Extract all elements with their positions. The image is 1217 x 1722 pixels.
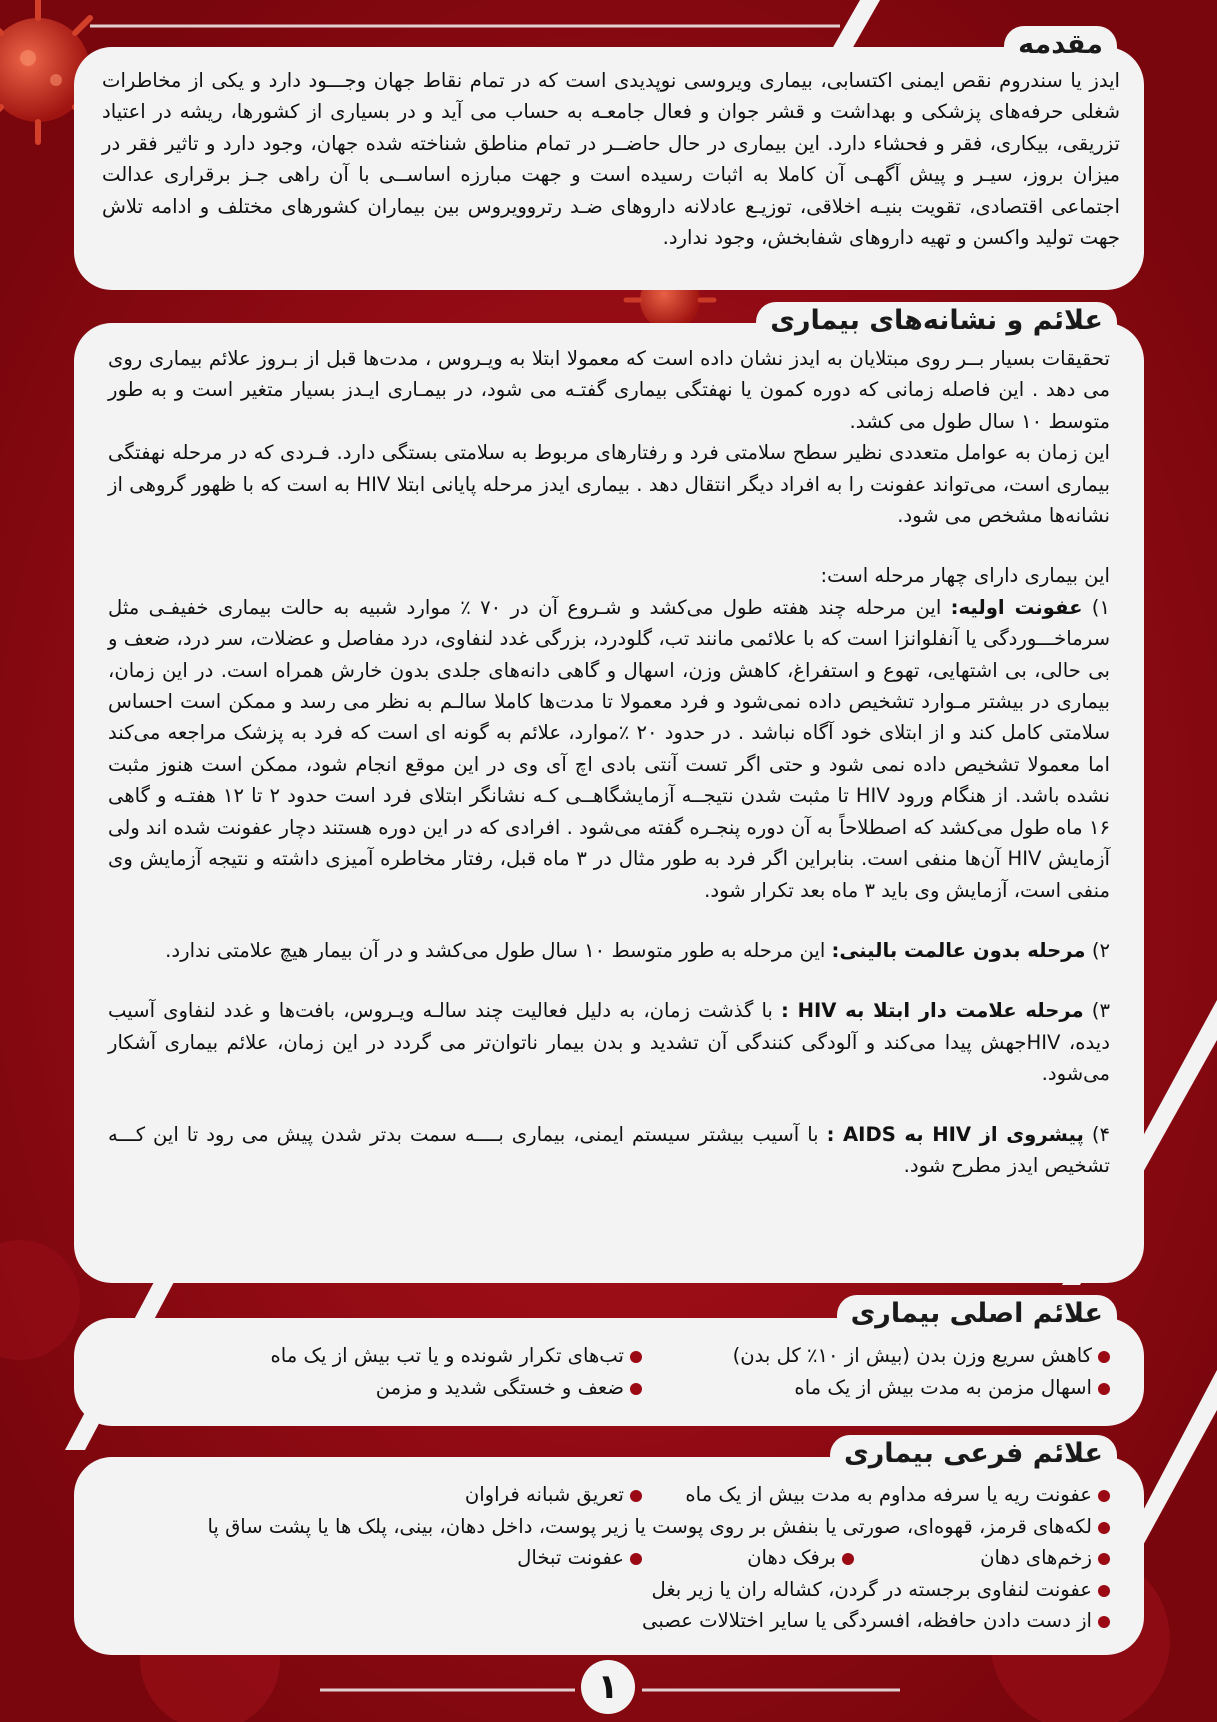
bullet-icon (1098, 1553, 1110, 1565)
bullet-icon (842, 1553, 854, 1565)
stage-3-text: با گذشت زمان، به دلیل فعالیت چند سالـه ویـروس، بافت‌ها و غدد لنفاوی آسیب دیده، HIVجهش پیدا می‌کند و آلودگی کنندگی آن تشدید و بدن بیمار ناتوان‌تر می گردد در این زمان، علائم بیماری آشکار می‌شود. (108, 999, 1110, 1086)
minor-symptoms-list (104, 1479, 1110, 1637)
intro-card (74, 47, 1144, 290)
page-number: ۱ (581, 1660, 635, 1714)
bullet-icon (1098, 1383, 1110, 1395)
stage-4 (108, 1119, 1110, 1182)
list-item: عفونت لنفاوی برجسته در گردن، کشاله ران یا زیر بغل (104, 1574, 1110, 1606)
main-symptoms-list (104, 1340, 1110, 1403)
bullet-icon (1098, 1490, 1110, 1502)
bullet-icon (630, 1351, 642, 1363)
list-item: عفونت ریه یا سرفه مداوم به مدت بیش از یک ماه (642, 1479, 1110, 1511)
main-symptoms-card (74, 1318, 1144, 1426)
stage-4-text: با آسیب بیشتر سیستم ایمنی، بیماری بــــه سمت بدتر شدن پیش می رود تا این کـــه تشخیص ایدز مطرح شود. (108, 1122, 1110, 1177)
stage-2-number: ۲) (1091, 938, 1110, 962)
minor-symptoms-heading: علائم فرعی بیماری (830, 1435, 1117, 1473)
list-item: از دست دادن حافظه، افسردگی یا سایر اختلالات عصبی (104, 1605, 1110, 1637)
list-item: لکه‌های قرمز، قهوه‌ای، صورتی یا بنفش بر روی پوست یا زیر پوست، داخل دهان، بینی، پلک ها یا پشت ساق پا (104, 1511, 1110, 1543)
minor-symptoms-card (74, 1457, 1144, 1655)
intro-heading: مقدمه (1004, 26, 1117, 64)
stage-1 (108, 592, 1110, 906)
main-symptoms-heading: علائم اصلی بیماری (837, 1295, 1117, 1333)
signs-paragraph-1: تحقیقات بسیار بــر روی مبتلایان به ایدز نشان داده است که معمولا ابتلا به ویـروس ، مدت‌ها قبل از بـروز علائم بیماری روی می دهد . این فاصله زمانی که دوره کمون یا نهفتگی بیماری گفتـه می شود، در بیمـاری ایـدز بسیار متغیر است و به طور متوسط ۱۰ سال طول می کشد. (108, 347, 1110, 433)
stage-1-title: عفونت اولیه: (950, 595, 1083, 619)
signs-card (74, 323, 1144, 1283)
stages-intro: این بیماری دارای چهار مرحله است: (820, 564, 1110, 588)
signs-paragraph-2: این زمان به عوامل متعددی نظیر سطح سلامتی فرد و رفتارهای مربوط به سلامتی بستگی دارد. فـردی که در مرحله نهفتگی بیماری است، می‌تواند عفونت را به افراد دیگر انتقال دهد . بیماری ایدز مرحله پایانی ابتلا HIV به است که با ظهور گروهی از نشانه‌ها مشخص می شود. (108, 441, 1111, 528)
stage-2-title: مرحله بدون عالمت بالینی: (831, 938, 1086, 962)
bullet-icon (630, 1383, 642, 1395)
stage-4-number: ۴) (1091, 1122, 1110, 1146)
bullet-icon (1098, 1585, 1110, 1597)
list-item: کاهش سریع وزن بدن (بیش از ۱۰٪ کل بدن) (642, 1340, 1110, 1372)
stage-4-title: پیشروی از HIV به AIDS : (826, 1122, 1084, 1146)
stage-1-text: این مرحله چند هفته طول می‌کشد و شـروع آن در ۷۰ ٪ موارد شبیه به حالت بیماری خفیفـی مثل سرماخـــوردگی یا آنفلوانزا است که با علائمی مانند تب، گلودرد، بزرگی غدد لنفاوی، درد مفاصل و عضلات، سر درد، ضعف و بی حالی، بی اشتهایی، تهوع و استفراغ، کاهش وزن، اسهال و گاهی دانه‌های جلدی بدون خارش همراه است. در این زمان، بیماری در بیشتر مـوارد تشخیص داده نمی‌شود و فرد معمولا تا مدت‌ها کاملا سالـم به نظر می رسد و ممکن است احساس سلامتی کامل کند و از ابتلای خود آگاه نباشد . در حدود ۲۰ ٪موارد، علائم به گونه ای است که فرد به پزشک مراجعه می‌کند اما معمولا تشخیص داده نمی شود و حتی اگر تست آنتی بادی اچ آی وی در این موقع انجام شود، ممکن است هنوز مثبت نشده باشد. از هنگام ورود HIV تا مثبت شدن نتیجــه آزمایشگاهــی کـه نشانگر ابتلای فرد است حدود ۲ تا ۱۲ هفتـه و گاهی ۱۶ ماه طول می‌کشد که اصطلاحاً به آن دوره پنجـره گفته می‌شود . افرادی که در این دوره هستند دچار عفونت شده اند ولی آزمایش HIV آن‌ها منفی است. بنابراین اگر فرد به طور مثال در ۳ ماه قبل، رفتار مخاطره آمیزی داشته و نتیجه آزمایش وی منفی است، آزمایش وی باید ۳ ماه بعد تکرار شود. (108, 595, 1110, 902)
bullet-icon (1098, 1522, 1110, 1534)
list-item: تب‌های تکرار شونده و یا تب بیش از یک ماه (104, 1340, 642, 1372)
list-item: برفک دهان (642, 1542, 854, 1574)
stage-3-number: ۳) (1091, 999, 1110, 1023)
bullet-icon (630, 1553, 642, 1565)
list-item: عفونت تبخال (104, 1542, 642, 1574)
stage-2-text: این مرحله به طور متوسط ۱۰ سال طول می‌کشد و در آن بیمار هیچ علامتی ندارد. (165, 938, 832, 962)
bullet-icon (630, 1490, 642, 1502)
bullet-icon (1098, 1616, 1110, 1628)
stage-3-title: مرحله علامت دار ابتلا به HIV : (781, 999, 1084, 1023)
list-item: اسهال مزمن به مدت بیش از یک ماه (642, 1372, 1110, 1404)
stage-3 (108, 995, 1110, 1089)
intro-text: ایدز یا سندروم نقص ایمنی اکتسابی، بیماری ویروسی نوپدیدی است که در تمام نقاط جهان وجـــود دارد و یکی از مخاطرات شغلی حرفه‌های پزشکی و بهداشت و قشر جوان و فعال جامعـه به حساب می آید و در بسیاری از کشورها، ریشه در اعتیاد تزریقی، بیکاری، فقر و فحشاء دارد. این بیماری در حال حاضــر در تمام مناطق شناخته شده جهان، وجود دارد و تاثیر فقر در میزان بروز، سیـر و پیش آگهـی آن کاملا به اثبات رسیده است و جهت مبارزه اساســی با آن راهی جـز برقراری عدالت اجتماعی اقتصادی، تقویت بنیـه اخلاقی، توزیـع عادلانه داروهای ضـد رتروویروس بین بیماران کشورهای مختلف و ادامه تلاش جهت تولید واکسن و تهیه داروهای شفابخش، وجود ندارد. (102, 69, 1120, 250)
signs-heading: علائم و نشانه‌های بیماری (756, 302, 1117, 340)
bullet-icon (1098, 1351, 1110, 1363)
list-item: زخم‌های دهان (854, 1542, 1110, 1574)
stage-1-number: ۱) (1091, 595, 1110, 619)
stage-2 (108, 935, 1110, 966)
list-item: تعریق شبانه فراوان (104, 1479, 642, 1511)
list-item: ضعف و خستگی شدید و مزمن (104, 1372, 642, 1404)
